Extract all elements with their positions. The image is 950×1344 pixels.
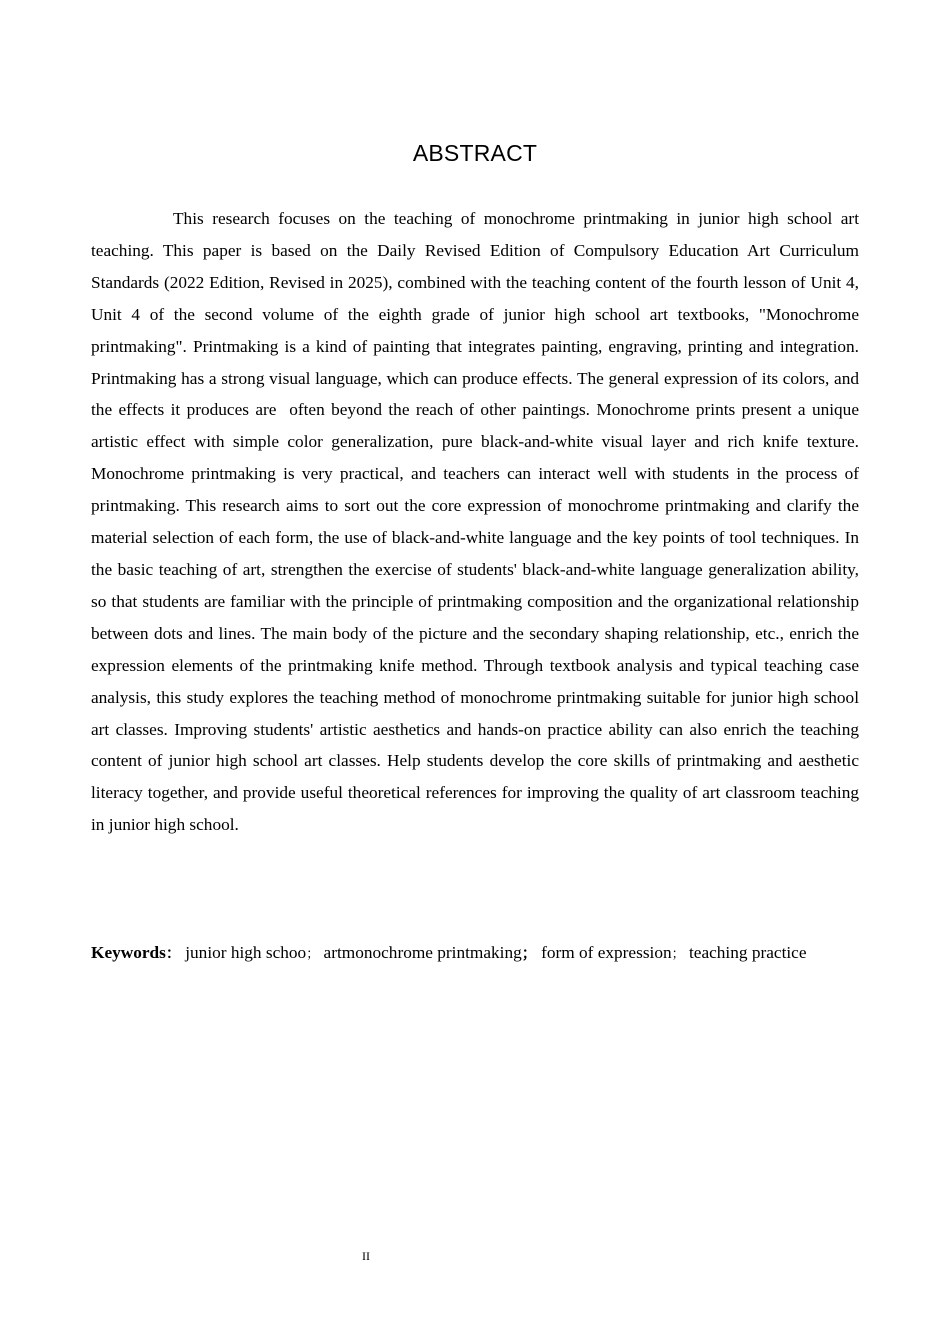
- abstract-body: This research focuses on the teaching of monochrome printmaking in junior high school art teaching. This paper is based on the Daily Revised Edition of Compulsory Education Art Curriculum Standards (2022 Edition, Revised in 2025), combined with the teaching content of the fourth lesson of Unit 4, Unit 4 of the second volume of the eighth grade of junior high school art textbooks, "Monochrome printmaking". Printmaking is a kind of painting that integrates painting, engraving, printing and integration. Printmaking has a strong visual language, which can produce effects. The general expression of its colors, and the effects it produces are often beyond the reach of other paintings. Monochrome prints present a unique artistic effect with simple color generalization, pure black-and-white visual layer and rich knife texture. Monochrome printmaking is very practical, and teachers can interact well with students in the process of printmaking. This research aims to sort out the core expression of monochrome printmaking and clarify the material selection of each form, the use of black-and-white language and the key points of tool techniques. In the basic teaching of art, strengthen the exercise of students' black-and-white language generalization ability, so that students are familiar with the principle of printmaking composition and the organizational relationship between dots and lines. The main body of the picture and the secondary shaping relationship, etc., enrich the expression elements of the printmaking knife method. Through textbook analysis and typical teaching case analysis, this study explores the teaching method of monochrome printmaking suitable for junior high school art classes. Improving students' artistic aesthetics and hands-on practice ability can also enrich the teaching content of junior high school art classes. Help students develop the core skills of printmaking and aesthetic literacy together, and provide useful theoretical references for improving the quality of art classroom teaching in junior high school.: [91, 209, 864, 835]
- keyword-separator: ；: [521, 946, 537, 962]
- keywords-colon: ：: [165, 946, 181, 962]
- keyword-separator: ；: [306, 946, 320, 961]
- keywords-line: [91, 937, 859, 971]
- keyword-term: junior high schoo: [185, 943, 307, 962]
- keyword-separator: ；: [671, 946, 685, 961]
- keyword-term: artmonochrome printmaking: [323, 943, 522, 962]
- keywords-label: Keywords: [91, 943, 166, 962]
- keyword-term: teaching practice: [688, 943, 807, 962]
- keyword-term: form of expression: [541, 943, 672, 962]
- abstract-title: ABSTRACT: [412, 140, 538, 166]
- page-number: II: [362, 1249, 370, 1263]
